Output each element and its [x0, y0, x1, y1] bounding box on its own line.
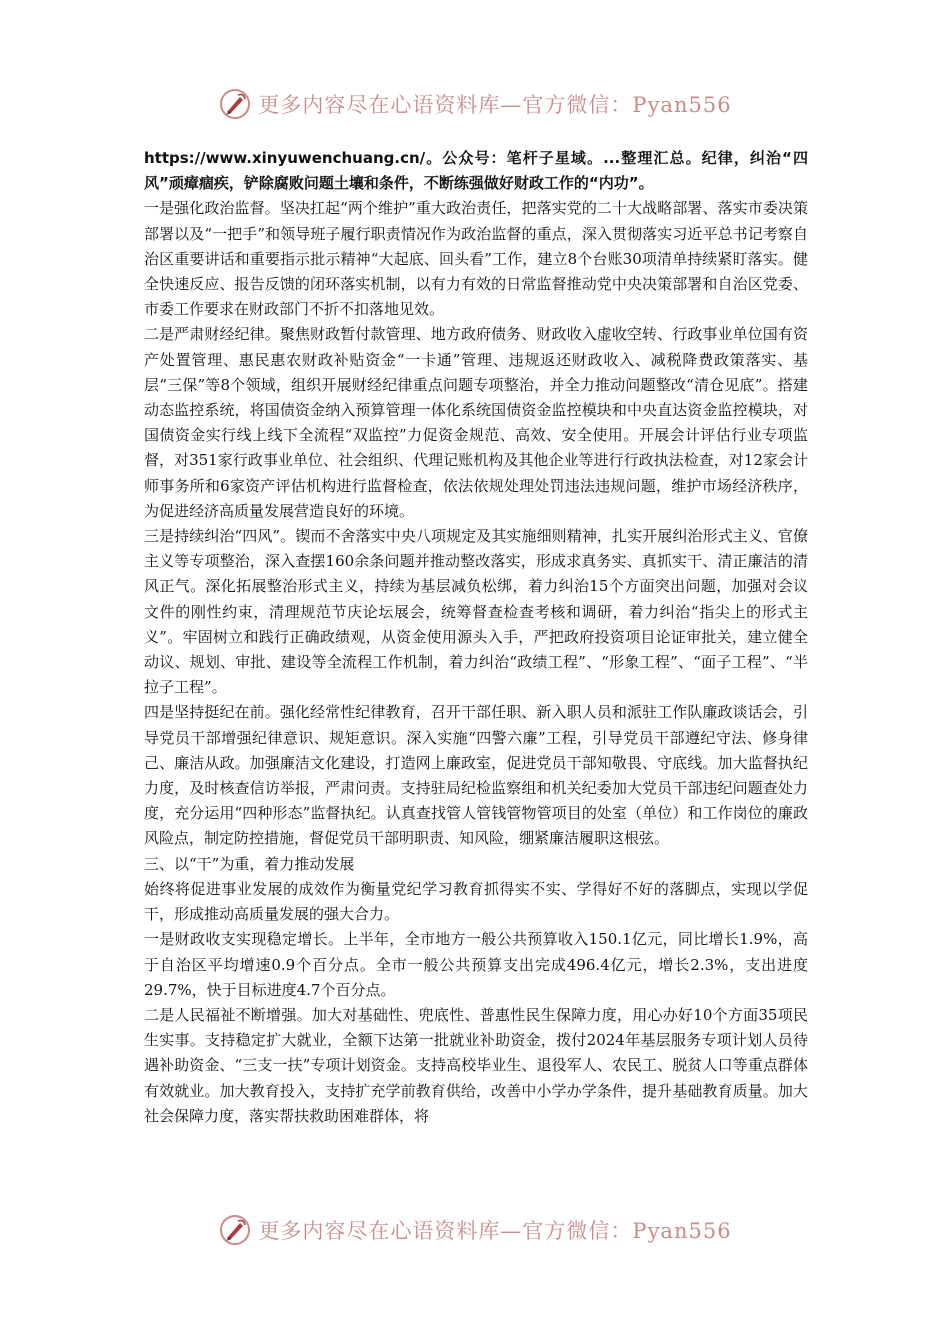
paragraph-four-winds: 三是持续纠治“四风”。锲而不舍落实中央八项规定及其实施细则精神，扎实开展纠治形式主义、官僚主义等专项整治，深入查摆160余条问题并推动整改落实，形成求真务实、真抓实干、清正廉洁的清风正气。深化拓展整治形式主义，持续为基层减负松绑，着力纠治15个方面突出问题，加强对会议文件的刚性约束，清理规范节庆论坛展会，统筹督查检查考核和调研，着力纠治“指尖上的形式主义”。牢固树立和践行正确政绩观，从资金使用源头入手，严把政府投资项目论证审批关，建立健全动议、规划、审批、建设等全流程工作机制，着力纠治“政绩工程”、“形象工程”、“面子工程”、“半拉子工程”。: [144, 527, 808, 697]
section-heading: 三、以“干”为重，着力推动发展: [144, 854, 355, 873]
paragraph-political-supervision: 一是强化政治监督。坚决扛起“两个维护”重大政治责任，把落实党的二十大战略部署、落实市委决策部署以及“一把手”和领导班子履行职责情况作为政治监督的重点，深入贯彻落实习近平总书记考察自治区重要讲话和重要指示批示精神“大起底、回头看”工作，建立8个台账30项清单持续紧盯落实。健全快速反应、报告反馈的闭环落实机制，以有力有效的日常监督推动党中央决策部署和自治区党委、市委工作要求在财政部门不折不扣落地见效。: [144, 199, 808, 319]
intro-paragraph: https://www.xinyuwenchuang.cn/。公众号：笔杆子星域。...整理汇总。纪律，纠治“四风”顽瘴痼疾，铲除腐败问题土壤和条件，不断练强做好财政工作的“内功”。: [144, 149, 808, 193]
footer-watermark-banner: [0, 1210, 950, 1250]
paragraph-fiscal-growth: 一是财政收支实现稳定增长。上半年，全市地方一般公共预算收入150.1亿元，同比增长1.9%，高于自治区平均增速0.9个百分点。全市一般公共预算支出完成496.4亿元，增长2.3%，支出进度29.7%，快于目标进度4.7个百分点。: [144, 930, 808, 999]
paragraph-people-welfare: 二是人民福祉不断增强。加大对基础性、兜底性、普惠性民生保障力度，用心办好10个方面35项民生实事。支持稳定扩大就业，全额下达第一批就业补助资金，拨付2024年基层服务专项计划人员待遇补助资金、“三支一扶”专项计划资金。支持高校毕业生、退役军人、农民工、脱贫人口等重点群体有效就业。加大教育投入，支持扩充学前教育供给，改善中小学办学条件，提升基础教育质量。加大社会保障力度，落实帮扶救助困难群体，将: [144, 1005, 808, 1125]
paragraph-section-intro: 始终将促进事业发展的成效作为衡量党纪学习教育抓得实不实、学得好不好的落脚点，实现以学促干，形成推动高质量发展的强大合力。: [144, 879, 808, 924]
document-body: [144, 146, 808, 1129]
banner-text: 更多内容尽在心语资料库—官方微信：Pyan556: [258, 1219, 732, 1243]
header-watermark-banner: [0, 84, 950, 124]
pen-brush-logo-icon: [218, 1213, 252, 1247]
pen-brush-logo-icon: [218, 87, 252, 121]
paragraph-financial-discipline: 二是严肃财经纪律。聚焦财政暂付款管理、地方政府债务、财政收入虚收空转、行政事业单位国有资产处置管理、惠民惠农财政补贴资金“一卡通”管理、违规返还财政收入、减税降费政策落实、基层“三保”等8个领域，组织开展财经纪律重点问题专项整治，并全力推动问题整改“清仓见底”。搭建动态监控系统，将国债资金纳入预算管理一体化系统国债资金监控模块和中央直达资金监控模块，对国债资金实行线上线下全流程“双监控”力促资金规范、高效、安全使用。开展会计评估行业专项监督，对351家行政事业单位、社会组织、代理记账机构及其他企业等进行行政执法检查，对12家会计师事务所和6家资产评估机构进行监督检查，依法依规处理处罚违法违规问题，维护市场经济秩序，为促进经济高质量发展营造良好的环境。: [144, 325, 808, 520]
banner-text: 更多内容尽在心语资料库—官方微信：Pyan556: [258, 93, 732, 117]
paragraph-discipline-first: 四是坚持挺纪在前。强化经常性纪律教育，召开干部任职、新入职人员和派驻工作队廉政谈话会，引导党员干部增强纪律意识、规矩意识。深入实施“四警六廉”工程，引导党员干部遵纪守法、修身律己、廉洁从政。加强廉洁文化建设，打造网上廉政室，促进党员干部知敬畏、守底线。加大监督执纪力度，及时核查信访举报，严肃问责。支持驻局纪检监察组和机关纪委加大党员干部违纪问题查处力度，充分运用“四种形态”监督执纪。认真查找管人管钱管物管项目的处室（单位）和工作岗位的廉政风险点，制定防控措施，督促党员干部明职责、知风险，绷紧廉洁履职这根弦。: [144, 703, 808, 848]
